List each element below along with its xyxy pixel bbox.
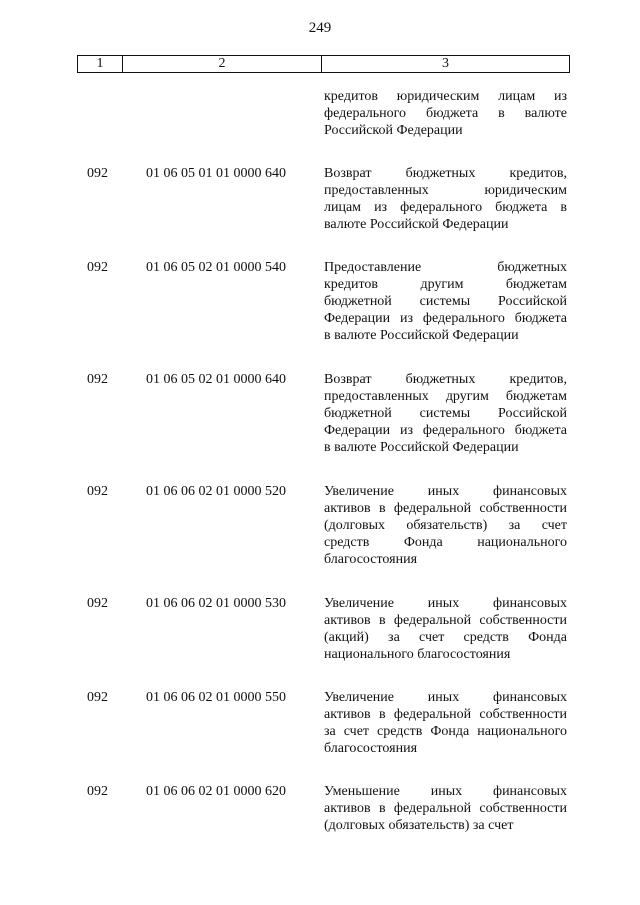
description-line: благосостояния <box>324 741 418 756</box>
description-line: за счет средств Фонда национального <box>324 724 567 739</box>
budget-code: 01 06 06 02 01 0000 550 <box>146 690 286 705</box>
description-line: Федерации из федерального бюджета <box>324 423 567 438</box>
page-number: 249 <box>308 20 332 36</box>
description-line: национального благосостояния <box>324 647 511 662</box>
description-line: предоставленных юридическим <box>324 183 567 198</box>
description-line: кредитов юридическим лицам из <box>324 89 567 104</box>
row-description <box>324 783 567 834</box>
description-line: Увеличение иных финансовых <box>324 596 567 611</box>
admin-code: 092 <box>87 260 108 275</box>
row-description <box>324 259 567 344</box>
budget-code: 01 06 05 02 01 0000 640 <box>146 372 286 387</box>
description-line: активов в федеральной собственности <box>324 613 567 628</box>
description-line: активов в федеральной собственности <box>324 501 567 516</box>
budget-code: 01 06 06 02 01 0000 530 <box>146 596 286 611</box>
description-line: Уменьшение иных финансовых <box>324 784 567 799</box>
description-line: (акций) за счет средств Фонда <box>324 630 567 645</box>
description-line: бюджетной системы Российской <box>324 294 567 309</box>
admin-code: 092 <box>87 372 108 387</box>
description-line: активов в федеральной собственности <box>324 801 567 816</box>
header-col-2: 2 <box>123 56 322 72</box>
description-line: лицам из федерального бюджета в <box>324 200 567 215</box>
admin-code: 092 <box>87 166 108 181</box>
admin-code: 092 <box>87 484 108 499</box>
description-line: бюджетной системы Российской <box>324 406 567 421</box>
description-line: валюте Российской Федерации <box>324 217 509 232</box>
admin-code: 092 <box>87 784 108 799</box>
continuation-description <box>324 88 567 139</box>
description-line: Предоставление бюджетных <box>324 260 567 275</box>
description-line: Возврат бюджетных кредитов, <box>324 166 567 181</box>
description-line: в валюте Российской Федерации <box>324 328 519 343</box>
budget-code: 01 06 05 01 01 0000 640 <box>146 166 286 181</box>
admin-code: 092 <box>87 596 108 611</box>
budget-code: 01 06 06 02 01 0000 520 <box>146 484 286 499</box>
row-description <box>324 595 567 663</box>
row-description <box>324 371 567 456</box>
description-line: Увеличение иных финансовых <box>324 690 567 705</box>
description-line: средств Фонда национального <box>324 535 567 550</box>
description-line: федерального бюджета в валюте <box>324 106 567 121</box>
description-line: в валюте Российской Федерации <box>324 440 519 455</box>
budget-code: 01 06 05 02 01 0000 540 <box>146 260 286 275</box>
description-line: Российской Федерации <box>324 123 463 138</box>
description-line: Возврат бюджетных кредитов, <box>324 372 567 387</box>
description-line: (долговых обязательств) за счет <box>324 518 567 533</box>
header-col-3: 3 <box>442 56 449 71</box>
description-line: Увеличение иных финансовых <box>324 484 567 499</box>
description-line: активов в федеральной собственности <box>324 707 567 722</box>
description-line: благосостояния <box>324 552 418 567</box>
description-line: Федерации из федерального бюджета <box>324 311 567 326</box>
description-line: кредитов другим бюджетам <box>324 277 567 292</box>
table-header <box>77 55 570 73</box>
budget-code: 01 06 06 02 01 0000 620 <box>146 784 286 799</box>
row-description <box>324 689 567 757</box>
row-description <box>324 165 567 233</box>
description-line: (долговых обязательств) за счет <box>324 818 514 833</box>
admin-code: 092 <box>87 690 108 705</box>
header-col-1: 1 <box>78 56 123 72</box>
row-description <box>324 483 567 568</box>
description-line: предоставленных другим бюджетам <box>324 389 567 404</box>
